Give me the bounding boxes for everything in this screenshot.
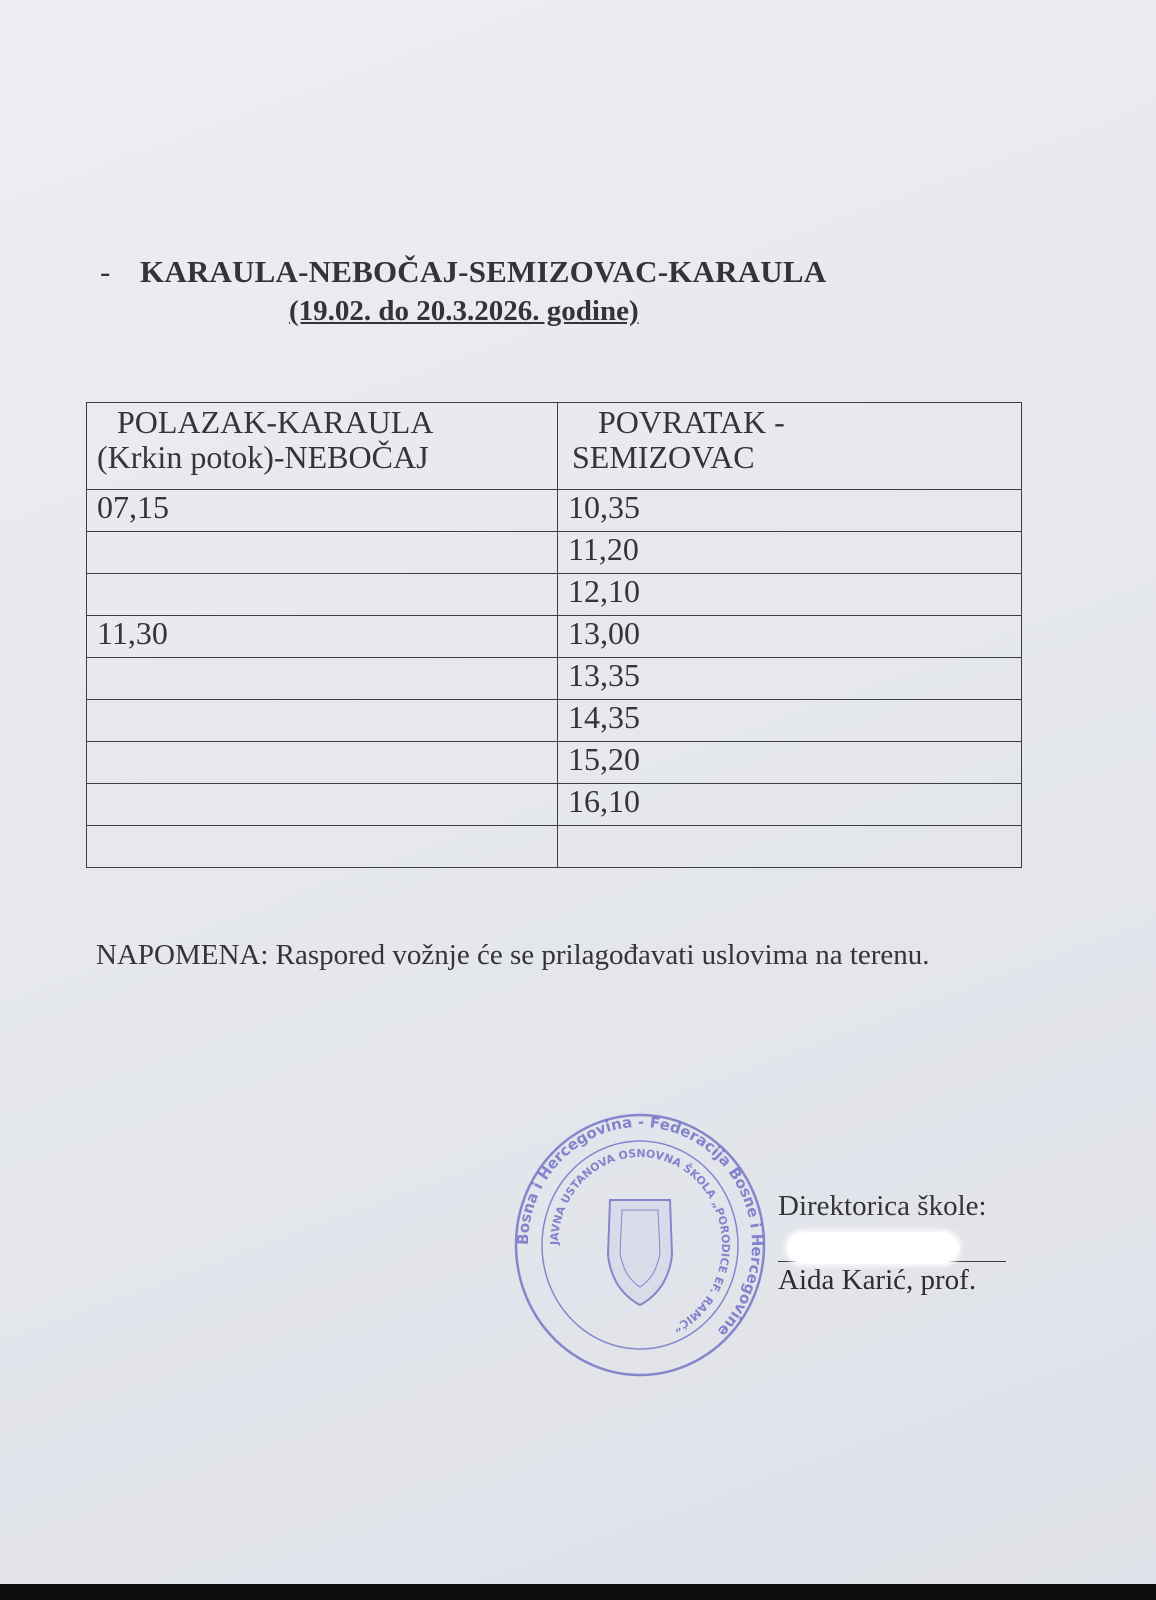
signature-block bbox=[778, 1190, 1018, 1297]
table-header-row bbox=[87, 403, 1022, 490]
signatory-role: Direktorica škole: bbox=[778, 1190, 987, 1222]
table-row bbox=[87, 826, 1022, 868]
signatory-name: Aida Karić, prof. bbox=[778, 1264, 977, 1296]
table-row bbox=[87, 532, 1022, 574]
table-row bbox=[87, 658, 1022, 700]
table-row bbox=[87, 700, 1022, 742]
title-dash: - bbox=[100, 254, 111, 289]
departure-time: 07,15 bbox=[87, 490, 558, 532]
school-stamp-icon bbox=[510, 1105, 770, 1380]
table-row bbox=[87, 616, 1022, 658]
departure-time bbox=[87, 574, 558, 616]
stamp-inner-text: JAVNA USTANOVA OSNOVNA ŠKOLA „PORODICE EF. RAMIĆ“ bbox=[547, 1146, 733, 1335]
redacted-signature bbox=[788, 1233, 958, 1263]
return-time: 16,10 bbox=[558, 784, 1022, 826]
return-time: 15,20 bbox=[558, 742, 1022, 784]
return-header-line-2: SEMIZOVAC bbox=[572, 439, 755, 475]
return-time: 11,20 bbox=[558, 532, 1022, 574]
departure-time bbox=[87, 532, 558, 574]
departure-time bbox=[87, 742, 558, 784]
bottom-edge bbox=[0, 1584, 1156, 1600]
schedule-table bbox=[86, 402, 1022, 868]
departure-header-line-1: POLAZAK-KARAULA bbox=[117, 404, 434, 440]
schedule-note: NAPOMENA: Raspored vožnje će se prilagođavati uslovima na terenu. bbox=[96, 939, 930, 971]
departure-header bbox=[87, 403, 558, 490]
stamp-outer-text: Bosna i Hercegovina - Federacija Bosne i Hercegovine bbox=[513, 1112, 767, 1341]
departure-time bbox=[87, 658, 558, 700]
table-row bbox=[87, 574, 1022, 616]
departure-time bbox=[87, 826, 558, 868]
departure-header-line-2: (Krkin potok)-NEBOČAJ bbox=[97, 439, 429, 475]
return-time: 13,35 bbox=[558, 658, 1022, 700]
return-time: 10,35 bbox=[558, 490, 1022, 532]
validity-period: (19.02. do 20.3.2026. godine) bbox=[289, 295, 639, 327]
document-title bbox=[100, 254, 826, 290]
return-header bbox=[558, 403, 1022, 490]
departure-time: 11,30 bbox=[87, 616, 558, 658]
departure-time bbox=[87, 700, 558, 742]
return-time: 14,35 bbox=[558, 700, 1022, 742]
signature-line bbox=[778, 1231, 1006, 1262]
return-time: 12,10 bbox=[558, 574, 1022, 616]
return-time: 13,00 bbox=[558, 616, 1022, 658]
route-name: KARAULA-NEBOČAJ-SEMIZOVAC-KARAULA bbox=[140, 254, 827, 289]
return-time bbox=[558, 826, 1022, 868]
table-row bbox=[87, 784, 1022, 826]
return-header-line-1: POVRATAK - bbox=[598, 404, 785, 440]
table-row bbox=[87, 742, 1022, 784]
departure-time bbox=[87, 784, 558, 826]
table-row bbox=[87, 490, 1022, 532]
